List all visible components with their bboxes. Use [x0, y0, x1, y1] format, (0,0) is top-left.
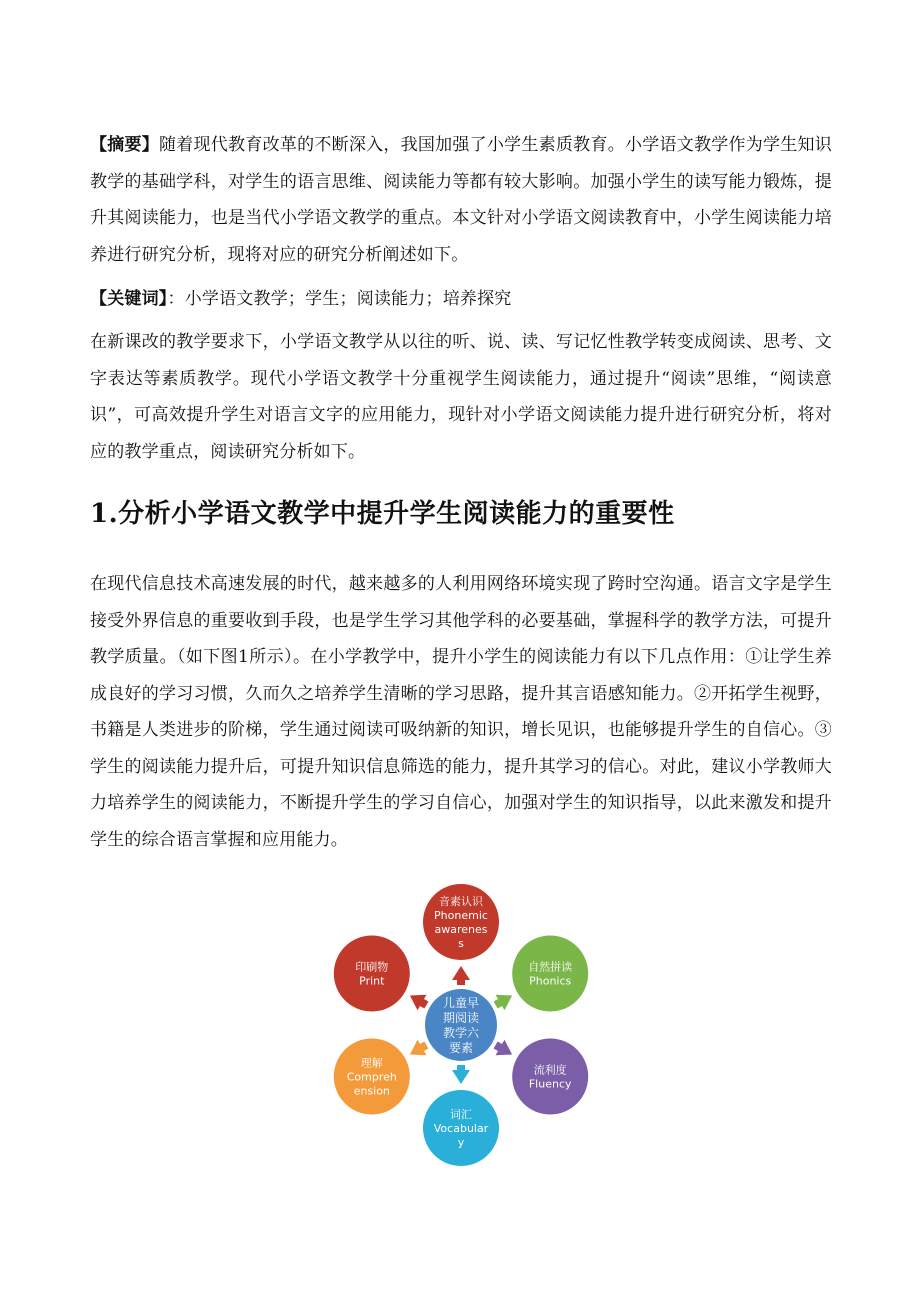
keywords-label: 【关键词】 — [90, 289, 168, 309]
section-1-title: 1.分析小学语文教学中提升学生阅读能力的重要性 — [90, 499, 675, 529]
diagram-node-6-label-line: 印刷物 — [355, 960, 389, 974]
diagram-node-1 — [423, 884, 499, 960]
diagram-arrow-2 — [494, 995, 512, 1011]
diagram-node-3-label-line: Fluency — [528, 1077, 572, 1091]
diagram-node-4-label-line: y — [457, 1135, 465, 1149]
section-1-body: 在现代信息技术高速发展的时代，越来越多的人利用网络环境实现了跨时空沟通。语言文字是学生接受外界信息的重要收到手段，也是学生学习其他学科的必要基础，掌握科学的教学方法，可提升教学质量。（如下图1所示）。在小学教学中，提升小学生的阅读能力有以下几点作用：①让学生养成良好的学习习惯，久而久之培养学生清晰的学习思路，提升其言语感知能力。②开拓学生视野，书籍是人类进步的阶梯，学生通过阅读可吸纳新的知识，增长见识，也能够提升学生的自信心。③学生的阅读能力提升后，可提升知识信息筛选的能力，提升其学习的信心。对此，建议小学教师大力培养学生的阅读能力，不断提升学生的学习自信心，加强对学生的知识指导，以此来激发和提升学生的综合语言掌握和应用能力。 — [90, 574, 832, 850]
diagram-center-node-label-line: 儿童早 — [442, 995, 480, 1010]
diagram-arrow-1 — [452, 966, 470, 985]
diagram-svg — [326, 880, 596, 1170]
abstract-text: 随着现代教育改革的不断深入，我国加强了小学生素质教育。小学语文教学作为学生知识教学的基础学科，对学生的语言思维、阅读能力等都有较大影响。加强小学生的读写能力锻炼，提升其阅读能力，也是当代小学语文教学的重点。本文针对小学语文阅读教育中，小学生阅读能力培养进行研究分析，现将对应的研究分析阐述如下。 — [90, 135, 832, 265]
diagram-node-6-label-line: Print — [359, 974, 385, 988]
diagram-center-node-label-line: 教学六 — [442, 1025, 480, 1040]
diagram-node-2-label-line: 自然拼读 — [528, 960, 573, 974]
diagram-center-node-label-line: 期阅读 — [442, 1010, 480, 1025]
diagram-arrow-6 — [410, 995, 429, 1011]
diagram-node-5 — [334, 1039, 410, 1115]
keywords-text: ：小学语文教学；学生；阅读能力；培养探究 — [167, 289, 512, 309]
keywords-paragraph — [90, 281, 832, 318]
diagram-node-5-label-line: ension — [353, 1084, 390, 1098]
diagram-center-node-label-line: 要素 — [448, 1040, 474, 1055]
diagram-arrow-5 — [410, 1040, 429, 1056]
diagram-node-5-label-line: 理解 — [360, 1056, 383, 1070]
diagram-center-node — [425, 989, 497, 1061]
diagram-node-6 — [334, 936, 410, 1012]
abstract-paragraph — [90, 127, 832, 273]
diagram-node-4-label-line: Vocabular — [433, 1121, 489, 1135]
diagram-nodes — [334, 884, 588, 1166]
diagram-node-2 — [512, 936, 588, 1012]
diagram-node-1-label-line: Phonemic — [434, 908, 488, 922]
diagram-node-1-label-line: 音素认识 — [439, 894, 483, 908]
diagram-node-4 — [423, 1090, 499, 1166]
diagram-arrow-3 — [494, 1040, 512, 1056]
diagram-node-1-label-line: s — [458, 936, 464, 950]
diagram-node-5-label-line: Compreh — [346, 1070, 397, 1084]
diagram-node-3-label-line: 流利度 — [533, 1063, 567, 1077]
diagram-node-2-label-line: Phonics — [529, 974, 572, 988]
diagram-node-1-label-line: awarenes — [434, 922, 488, 936]
diagram-arrow-4 — [452, 1065, 470, 1084]
abstract-label: 【摘要】 — [90, 135, 160, 155]
diagram-node-4-label-line: 词汇 — [450, 1107, 472, 1121]
figure-1-six-elements-diagram — [326, 880, 596, 1170]
diagram-node-3 — [512, 1039, 588, 1115]
intro-paragraph: 在新课改的教学要求下，小学语文教学从以往的听、说、读、写记忆性教学转变成阅读、思考、文字表达等素质教学。现代小学语文教学十分重视学生阅读能力，通过提升“阅读”思维，“阅读意识”，可高效提升学生对语言文字的应用能力，现针对小学语文阅读能力提升进行研究分析，将对应的教学重点，阅读研究分析如下。 — [90, 332, 832, 462]
